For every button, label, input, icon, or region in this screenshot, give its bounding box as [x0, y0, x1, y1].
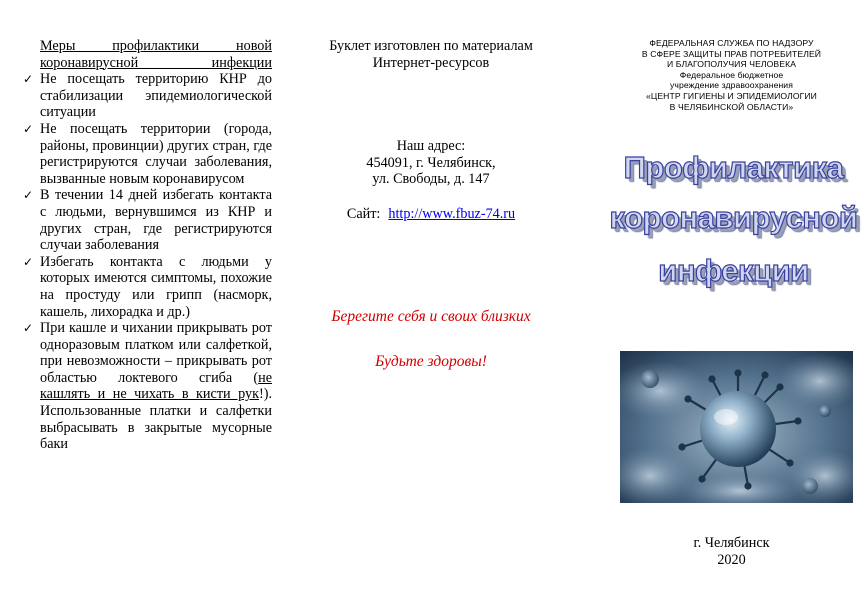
list-item: ✓ В течении 14 дней избегать контакта с людьми, вернувшимся из КНР и других стран, где регистрируются случаи заболевания: [23, 187, 272, 254]
address-block: [300, 138, 562, 188]
checkmark-icon: ✓: [23, 321, 34, 336]
city-year: [600, 535, 863, 568]
prevention-list: [22, 71, 272, 453]
left-panel: [22, 38, 272, 453]
year-label: 2020: [717, 551, 746, 568]
coronavirus-illustration: [620, 351, 853, 503]
checkmark-icon: ✓: [23, 254, 34, 269]
checkmark-icon: ✓: [23, 72, 34, 87]
underlined-phrase: не кашлять и не чихать в кисти рук: [40, 369, 272, 403]
address-line: 454091, г. Челябинск,: [366, 154, 496, 171]
list-item: ✓ При кашле и чихании прикрывать рот одноразовым платком или салфеткой, при невозможности – прикрывать рот областью локтевого сгиба (не кашлять и не чихать в кисти рук!). Использованные платки и салфетки выбрасывать в закрытые мусорные баки: [23, 320, 272, 453]
site-label: Сайт:: [346, 206, 381, 222]
site-link[interactable]: http://www.fbuz-74.ru: [388, 206, 516, 222]
list-item: ✓ Не посещать территорию КНР до стабилизации эпидемиологической ситуации: [23, 71, 272, 121]
list-item: ✓ Избегать контакта с людьми у которых имеются симптомы, похожие на простуду или грипп (насморк, кашель, лихорадка и др.): [23, 253, 272, 320]
health-slogan: Будьте здоровы!: [375, 353, 487, 370]
prevention-title: Меры профилактики новой коронавирусной инфекции: [40, 38, 272, 71]
list-item: ✓ Не посещать территории (города, районы, провинции) других стран, где регистрируются случаи заболевания, вызванные новым коронавирусом: [23, 120, 272, 187]
city-label: г. Челябинск: [693, 535, 770, 551]
booklet-note: Буклет изготовлен по материалам Интернет-ресурсов: [329, 38, 533, 71]
checkmark-icon: ✓: [23, 121, 34, 136]
address-label: Наш адрес:: [396, 138, 466, 154]
cover-title-line: Профилактика: [623, 150, 844, 185]
site-block: [300, 206, 562, 223]
cover-title-line: коронавирусной: [609, 200, 858, 235]
care-slogan: Берегите себя и своих близких: [331, 308, 531, 325]
checkmark-icon: ✓: [23, 188, 34, 203]
organization-header: ФЕДЕРАЛЬНАЯ СЛУЖБА ПО НАДЗОРУ В СФЕРЕ ЗАЩИТЫ ПРАВ ПОТРЕБИТЕЛЕЙ И БЛАГОПОЛУЧИЯ ЧЕЛОВЕКА Федеральное бюджетное учреждение здравоохранения «ЦЕНТР ГИГИЕНЫ И ЭПИДЕМИОЛОГИИ В ЧЕЛЯБИНСКОЙ ОБЛАСТИ»: [641, 38, 822, 112]
cover-title-line: инфекции: [658, 253, 809, 288]
address-line: ул. Свободы, д. 147: [372, 171, 490, 188]
